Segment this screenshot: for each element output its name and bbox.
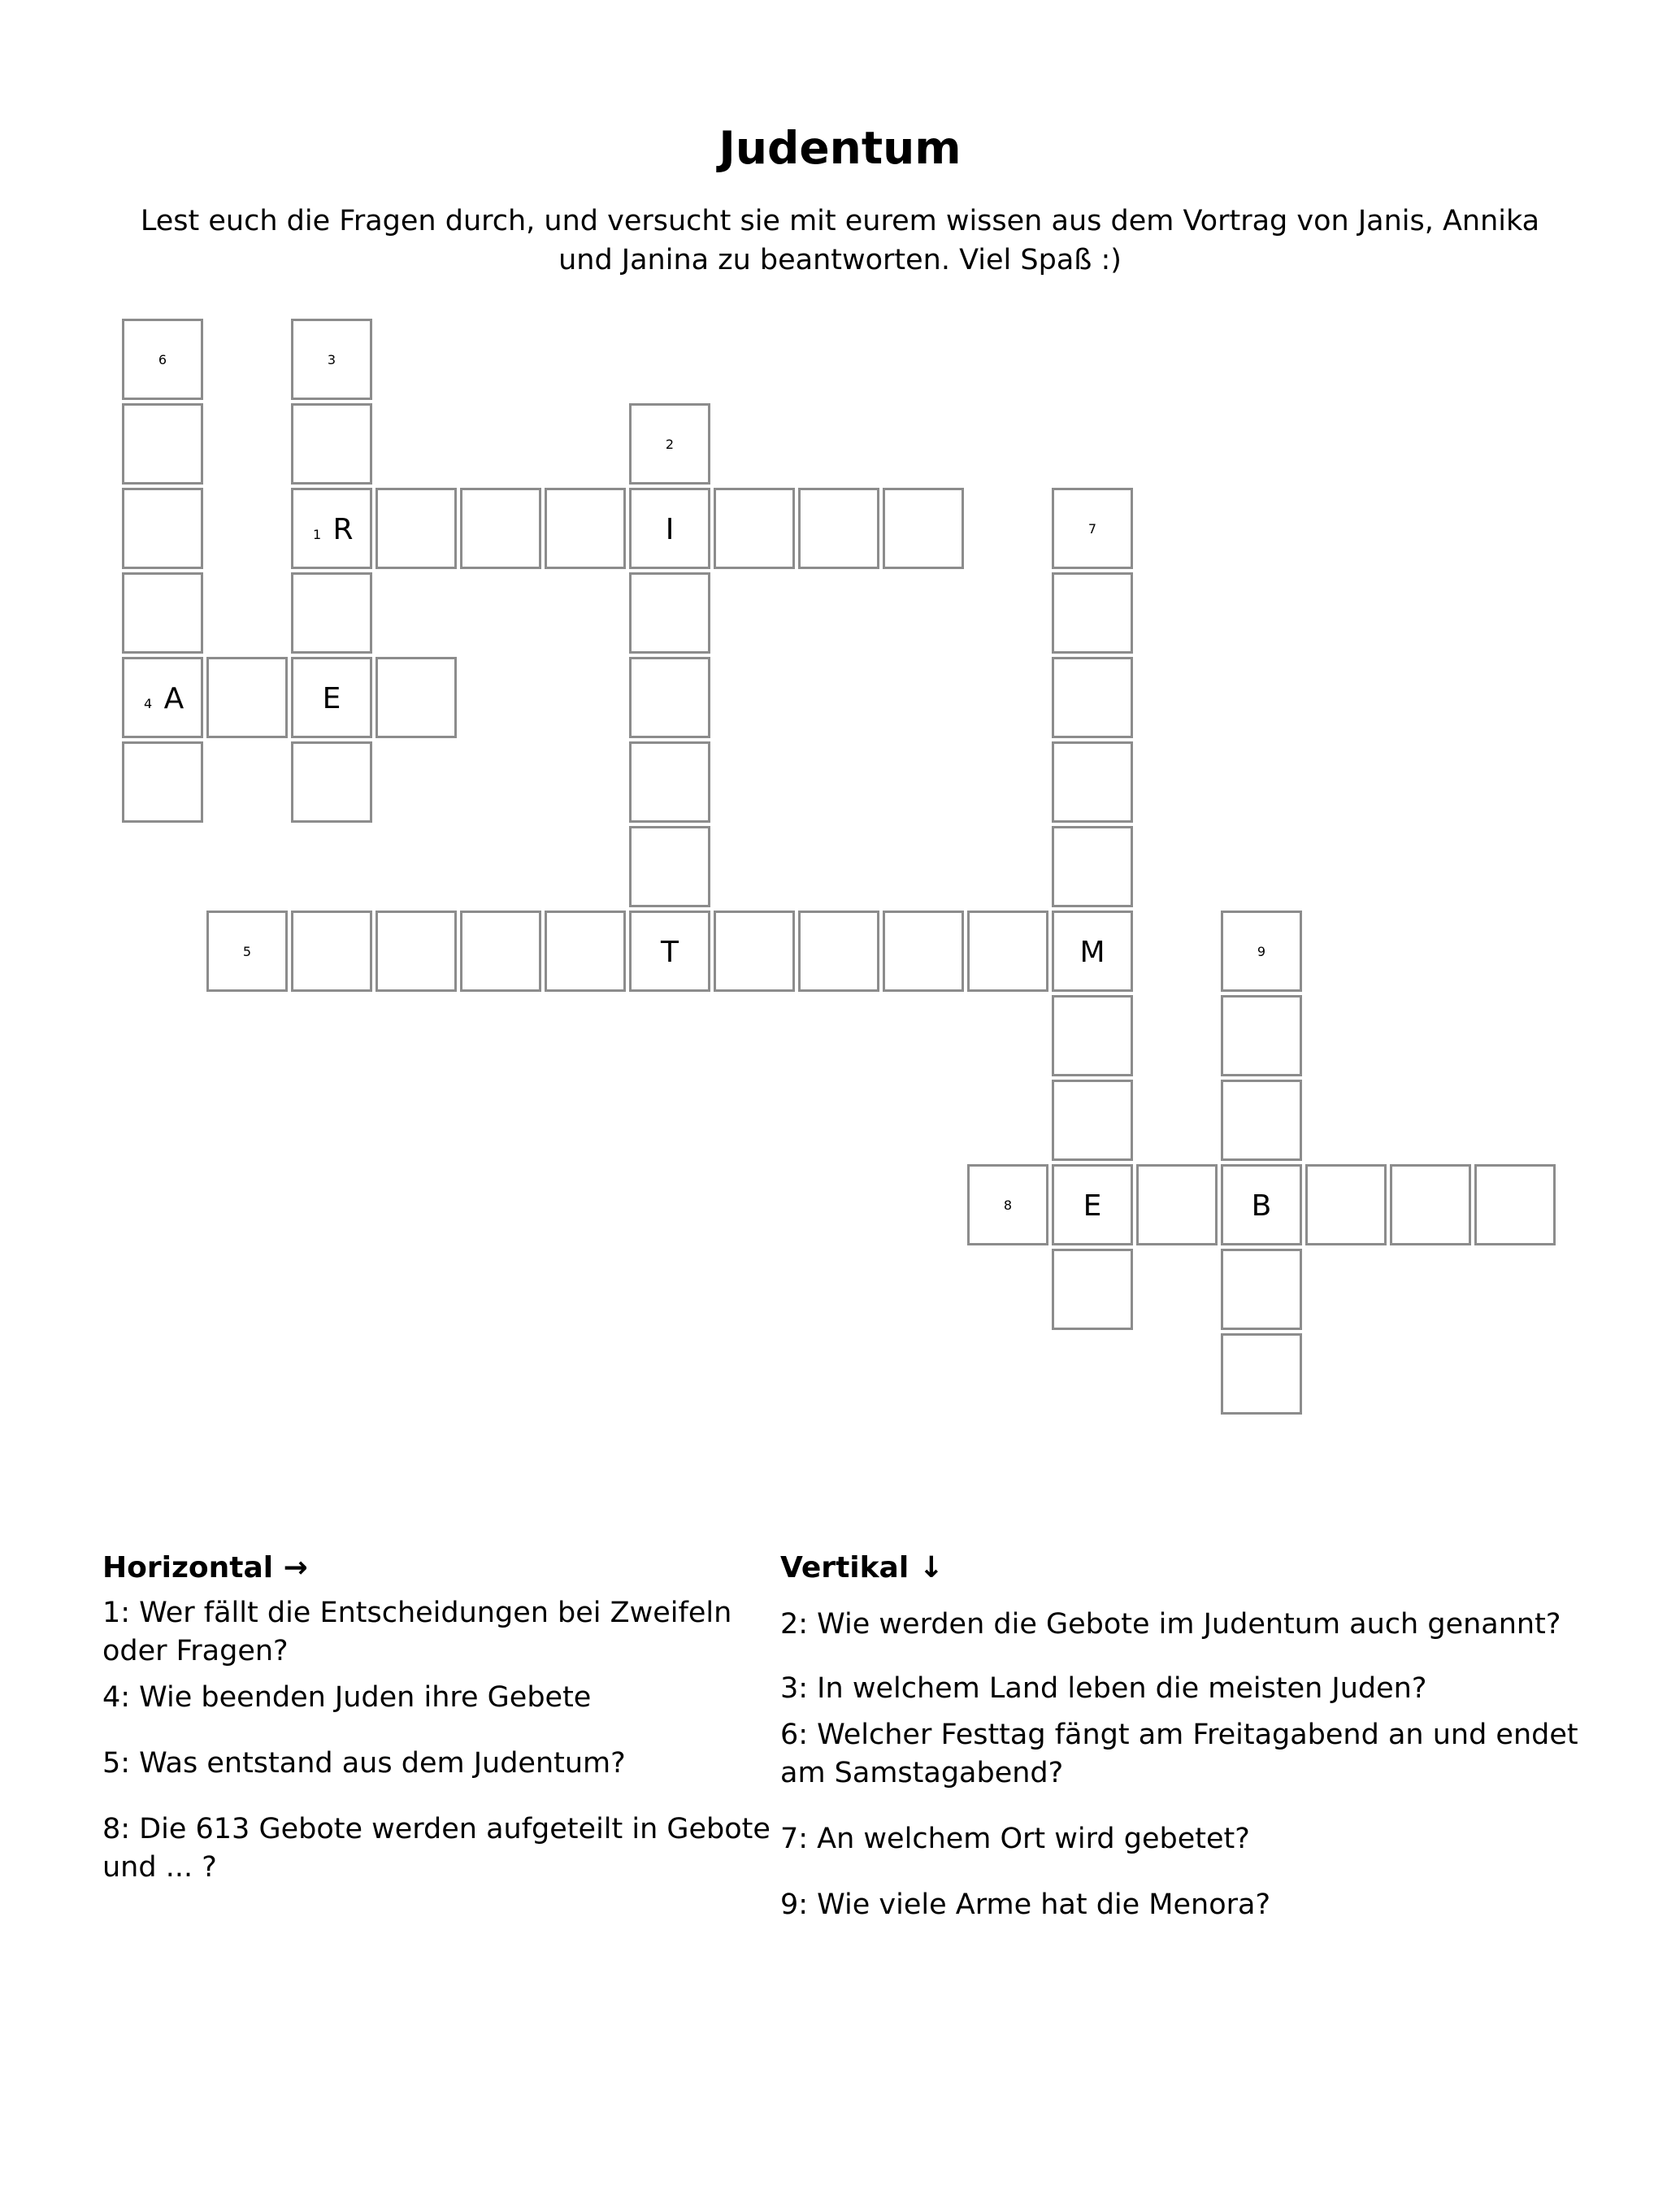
crossword-cell[interactable] [291, 911, 372, 992]
clue-number: 7 [1087, 521, 1097, 537]
cell-letter: M [1079, 936, 1105, 969]
crossword-cell[interactable] [376, 488, 457, 569]
crossword-cell[interactable] [1221, 1333, 1302, 1415]
crossword-cell[interactable] [1052, 657, 1133, 738]
crossword-cell[interactable] [798, 911, 879, 992]
horizontal-clues [102, 1549, 777, 1898]
crossword-cell[interactable] [206, 911, 288, 992]
clue-number: 2 [665, 437, 675, 452]
crossword-cell[interactable] [1390, 1164, 1471, 1245]
crossword-cell[interactable] [1221, 911, 1302, 992]
crossword-cell[interactable] [629, 657, 710, 738]
crossword-cell[interactable] [122, 741, 203, 823]
crossword-cell[interactable] [291, 488, 372, 569]
clue-v6: 6: Welcher Festtag fängt am Freitagabend an und endet am Samstagabend? [780, 1719, 1578, 1789]
crossword-cell[interactable] [291, 403, 372, 485]
crossword-cell[interactable] [629, 911, 710, 992]
crossword-cell[interactable] [122, 403, 203, 485]
crossword-cell[interactable] [122, 488, 203, 569]
clue-number: 8 [1003, 1197, 1013, 1213]
crossword-cell[interactable] [545, 488, 626, 569]
crossword-cell[interactable] [1474, 1164, 1556, 1245]
intro-text: Lest euch die Fragen durch, und versucht sie mit eurem wissen aus dem Vortrag von Janis, Annika und Janina zu beantworten. Viel Spaß :) [140, 205, 1540, 276]
crossword-cell[interactable] [1052, 995, 1133, 1076]
crossword-cell[interactable] [1052, 826, 1133, 907]
crossword-cell[interactable] [1221, 995, 1302, 1076]
crossword-cell[interactable] [798, 488, 879, 569]
cell-letter: R [332, 513, 354, 546]
clue-number: 4 [144, 696, 153, 711]
crossword-cell[interactable] [376, 657, 457, 738]
cell-letter: T [661, 936, 679, 969]
crossword-cell[interactable] [629, 488, 710, 569]
crossword-cell[interactable] [883, 488, 964, 569]
crossword-cell[interactable] [460, 911, 541, 992]
crossword-cell[interactable] [291, 657, 372, 738]
crossword-cell[interactable] [1305, 1164, 1387, 1245]
clue-h4: 4: Wie beenden Juden ihre Gebete [102, 1681, 592, 1714]
cell-letter: E [1083, 1189, 1102, 1223]
clue-v3: 3: In welchem Land leben die meisten Juden? [780, 1672, 1427, 1705]
crossword-cell[interactable] [1221, 1164, 1302, 1245]
clue-v2: 2: Wie werden die Gebote im Judentum auch genannt? [780, 1608, 1561, 1641]
crossword-cell[interactable] [1221, 1080, 1302, 1161]
crossword-cell[interactable] [967, 911, 1048, 992]
clue-number: 6 [158, 352, 167, 367]
crossword-cell[interactable] [122, 657, 203, 738]
crossword-cell[interactable] [1052, 911, 1133, 992]
clue-number: 5 [242, 944, 252, 959]
crossword-cell[interactable] [629, 403, 710, 485]
crossword-cell[interactable] [1052, 741, 1133, 823]
crossword-cell[interactable] [122, 319, 203, 400]
clue-h8: 8: Die 613 Gebote werden aufgeteilt in Gebote und ... ? [102, 1813, 771, 1884]
crossword-cell[interactable] [714, 911, 795, 992]
clue-number: 9 [1257, 944, 1266, 959]
crossword-cell[interactable] [291, 741, 372, 823]
crossword-cell[interactable] [545, 911, 626, 992]
crossword-cell[interactable] [376, 911, 457, 992]
cell-letter: I [665, 513, 675, 546]
crossword-cell[interactable] [967, 1164, 1048, 1245]
cell-letter: E [322, 682, 341, 715]
crossword-cell[interactable] [714, 488, 795, 569]
clue-h1: 1: Wer fällt die Entscheidungen bei Zweifeln oder Fragen? [102, 1597, 732, 1667]
crossword-cell[interactable] [1221, 1249, 1302, 1330]
crossword-cell[interactable] [1052, 1164, 1133, 1245]
crossword-cell[interactable] [1052, 1249, 1133, 1330]
crossword-cell[interactable] [291, 572, 372, 654]
vertical-clues [780, 1549, 1593, 1936]
crossword-cell[interactable] [1052, 488, 1133, 569]
clue-v7: 7: An welchem Ort wird gebetet? [780, 1823, 1250, 1855]
horizontal-heading: Horizontal → [102, 1551, 308, 1584]
clue-number: 1 [313, 527, 322, 542]
clue-v9: 9: Wie viele Arme hat die Menora? [780, 1889, 1271, 1921]
crossword-cell[interactable] [629, 572, 710, 654]
crossword-grid [122, 319, 1561, 1424]
clue-h5: 5: Was entstand aus dem Judentum? [102, 1747, 626, 1780]
crossword-cell[interactable] [291, 319, 372, 400]
page-title: Judentum [718, 122, 962, 174]
cell-letter: A [163, 682, 184, 715]
cell-letter: B [1251, 1189, 1272, 1223]
crossword-cell[interactable] [122, 572, 203, 654]
vertical-heading: Vertikal ↓ [780, 1551, 944, 1584]
crossword-cell[interactable] [206, 657, 288, 738]
crossword-cell[interactable] [629, 826, 710, 907]
crossword-cell[interactable] [883, 911, 964, 992]
crossword-cell[interactable] [1136, 1164, 1218, 1245]
crossword-cell[interactable] [629, 741, 710, 823]
crossword-cell[interactable] [460, 488, 541, 569]
clue-number: 3 [327, 352, 336, 367]
crossword-cell[interactable] [1052, 1080, 1133, 1161]
crossword-cell[interactable] [1052, 572, 1133, 654]
